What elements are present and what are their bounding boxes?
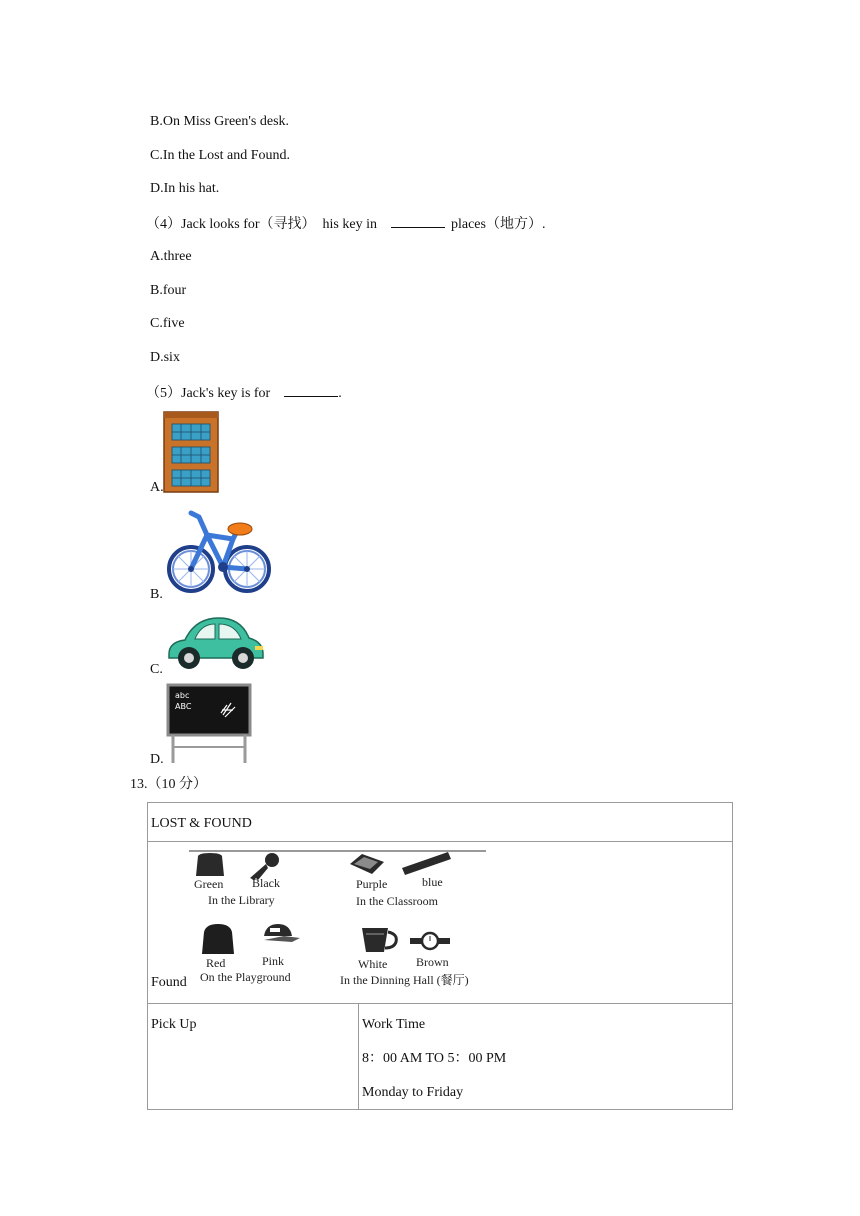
library-item2: Black: [252, 876, 280, 890]
q5-option-c-label: C.: [150, 662, 163, 677]
library-place: In the Library: [208, 893, 275, 907]
q4-blank: [391, 214, 445, 228]
building-icon: [163, 411, 219, 493]
q5-option-b-label: B.: [150, 587, 163, 602]
q5-option-a-label: A.: [150, 480, 164, 495]
cup-icon: [362, 928, 396, 952]
q3-option-c: C.In the Lost and Found.: [150, 148, 290, 163]
q4-option-d: D.six: [150, 350, 180, 365]
found-label: Found: [151, 975, 187, 990]
q4-suffix: places（地方）.: [450, 217, 546, 232]
blackboard-icon: [165, 683, 253, 765]
q4-option-a: A.three: [150, 249, 192, 264]
found-cell: [148, 842, 733, 1004]
work-time-cell: [359, 1004, 733, 1110]
q5-option-d-label: D.: [150, 752, 164, 767]
blackboard-text-upper: ABC: [175, 702, 192, 711]
lost-found-table: [147, 802, 733, 1110]
jacket-icon: [202, 924, 234, 954]
watch-icon: [410, 933, 450, 949]
pickup-label: Pick Up: [151, 1017, 197, 1032]
playground-place: On the Playground: [200, 970, 291, 984]
car-icon: [163, 612, 267, 672]
blackboard-text-lower: abc: [175, 691, 190, 700]
q4-option-c: C.five: [150, 316, 185, 331]
playground-item1: Red: [206, 956, 226, 970]
work-days: Monday to Friday: [362, 1085, 464, 1100]
table-title-cell: [148, 803, 733, 842]
q13-header: 13.（10 分）: [130, 777, 207, 792]
classroom-item1: Purple: [356, 877, 388, 891]
bag-icon: [196, 853, 224, 876]
q3-option-b: B.On Miss Green's desk.: [150, 114, 290, 129]
q4-option-b: B.four: [150, 283, 187, 298]
ruler-icon: [402, 852, 451, 875]
q5-suffix: .: [338, 386, 342, 401]
work-hours: 8：00 AM TO 5：00 PM: [362, 1051, 507, 1066]
hall-place: In the Dinning Hall (餐厅): [340, 973, 469, 987]
hall-item1: White: [358, 957, 388, 971]
q4-question: [146, 214, 545, 234]
q5-question: [146, 383, 342, 403]
work-time-label: Work Time: [362, 1017, 426, 1032]
q4-prefix: （4）Jack looks for（寻找） his key in: [146, 217, 377, 232]
cap-icon: [264, 924, 300, 942]
q5-blank: [284, 383, 338, 397]
classroom-place: In the Classroom: [356, 894, 438, 908]
classroom-item2: blue: [422, 875, 443, 889]
pickup-cell: [148, 1004, 359, 1110]
q3-option-d: D.In his hat.: [150, 181, 220, 196]
pencil-box-icon: [350, 854, 384, 874]
bicycle-icon: [163, 507, 275, 599]
table-title: LOST & FOUND: [151, 816, 252, 831]
q5-prefix: （5）Jack's key is for: [146, 386, 271, 401]
hall-item2: Brown: [416, 955, 449, 969]
found-items-illustration: [188, 850, 488, 992]
playground-item2: Pink: [262, 954, 285, 968]
library-item1: Green: [194, 877, 224, 891]
